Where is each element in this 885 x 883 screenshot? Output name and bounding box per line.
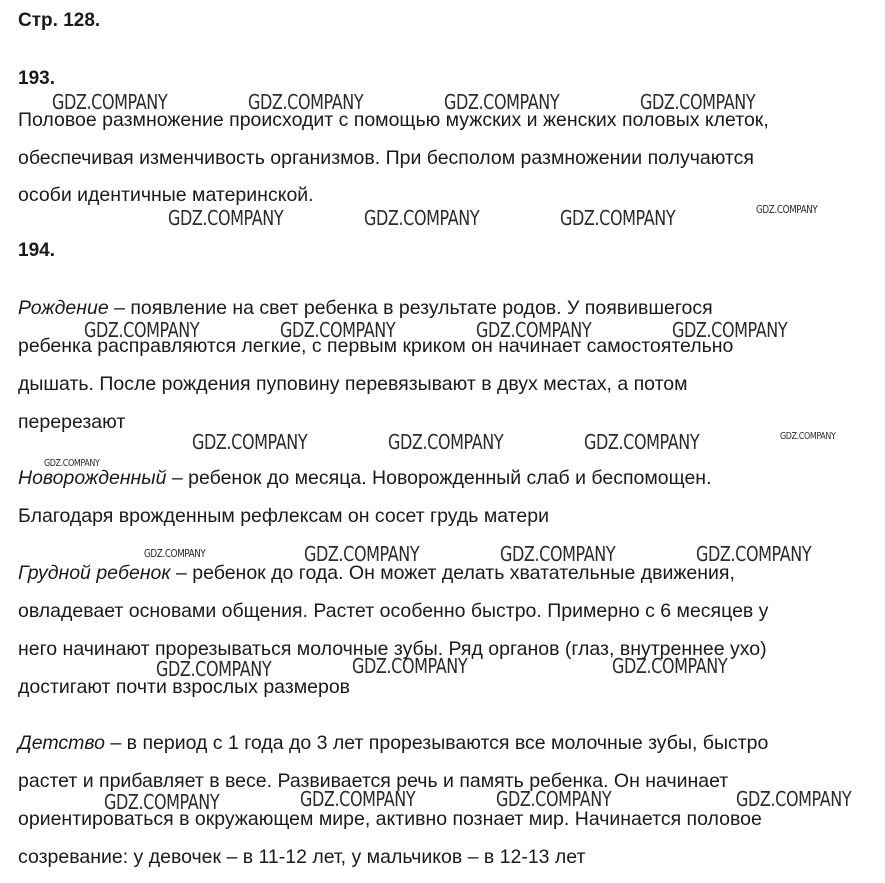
task-number-194: 194. [18, 240, 55, 261]
watermark: GDZ.COMPANY [364, 206, 480, 230]
definition-text: – появление на свет ребенка в результате родов. У появившегося [108, 297, 713, 319]
text-line: растет и прибавляет в весе. Развивается речь и память ребенка. Он начинает [18, 770, 729, 792]
definition-text: – в период с 1 года до 3 лет прорезываются все молочные зубы, быстро [104, 732, 769, 754]
text-line: особи идентичные материнской. [18, 184, 314, 206]
watermark: GDZ.COMPANY [696, 542, 812, 566]
text-line: овладевает основами общения. Растет особенно быстро. Примерно с 6 месяцев у [18, 600, 769, 622]
definition-line [18, 466, 712, 490]
text-line: обеспечивая изменчивость организмов. При бесполом размножении получаются [18, 147, 754, 169]
page-label: Стр. 128. [18, 10, 101, 31]
watermark: GDZ.COMPANY [84, 318, 200, 342]
text-line: дышать. После рождения пуповину перевязывают в двух местах, а потом [18, 373, 688, 395]
term-birth: Рождение [18, 297, 109, 319]
watermark: GDZ.COMPANY [44, 458, 100, 469]
term-newborn: Новорожденный [18, 467, 167, 489]
watermark: GDZ.COMPANY [300, 787, 416, 811]
term-childhood: Детство [18, 732, 105, 754]
watermark: GDZ.COMPANY [156, 657, 272, 681]
definition-text: – ребенок до месяца. Новорожденный слаб и беспомощен. [166, 467, 712, 489]
text-line: ребенка расправляются легкие, с первым криком он начинает самостоятельно [18, 335, 734, 357]
watermark: GDZ.COMPANY [444, 90, 560, 114]
definition-text: – ребенок до года. Он может делать хватательные движения, [170, 562, 735, 584]
watermark: GDZ.COMPANY [280, 318, 396, 342]
watermark: GDZ.COMPANY [640, 90, 756, 114]
text-line: Благодаря врожденным рефлексам он сосет грудь матери [18, 505, 549, 527]
watermark: GDZ.COMPANY [52, 90, 168, 114]
watermark: GDZ.COMPANY [304, 542, 420, 566]
watermark: GDZ.COMPANY [104, 790, 220, 814]
watermark: GDZ.COMPANY [168, 206, 284, 230]
text-line: перерезают [18, 411, 126, 433]
term-infant: Грудной ребенок [18, 562, 171, 584]
watermark: GDZ.COMPANY [500, 542, 616, 566]
watermark: GDZ.COMPANY [584, 430, 700, 454]
task-number-193: 193. [18, 68, 55, 89]
watermark: GDZ.COMPANY [248, 90, 364, 114]
watermark: GDZ.COMPANY [560, 206, 676, 230]
text-line: созревание: у девочек – в 11-12 лет, у мальчиков – в 12-13 лет [18, 846, 586, 868]
watermark: GDZ.COMPANY [352, 654, 468, 678]
watermark: GDZ.COMPANY [780, 431, 836, 442]
watermark: GDZ.COMPANY [192, 430, 308, 454]
watermark: GDZ.COMPANY [672, 318, 788, 342]
text-line: достигают почти взрослых размеров [18, 676, 351, 698]
watermark: GDZ.COMPANY [612, 654, 728, 678]
watermark: GDZ.COMPANY [388, 430, 504, 454]
definition-line [18, 731, 768, 755]
watermark: GDZ.COMPANY [756, 203, 818, 216]
text-line: Половое размножение происходит с помощью мужских и женских половых клеток, [18, 109, 769, 131]
watermark: GDZ.COMPANY [144, 547, 206, 560]
text-line: него начинают прорезываться молочные зубы. Ряд органов (глаз, внутреннее ухо) [18, 638, 767, 660]
watermark: GDZ.COMPANY [476, 318, 592, 342]
watermark: GDZ.COMPANY [736, 787, 852, 811]
definition-line [18, 296, 713, 320]
text-line: ориентироваться в окружающем мире, активно познает мир. Начинается половое [18, 808, 762, 830]
watermark: GDZ.COMPANY [496, 787, 612, 811]
